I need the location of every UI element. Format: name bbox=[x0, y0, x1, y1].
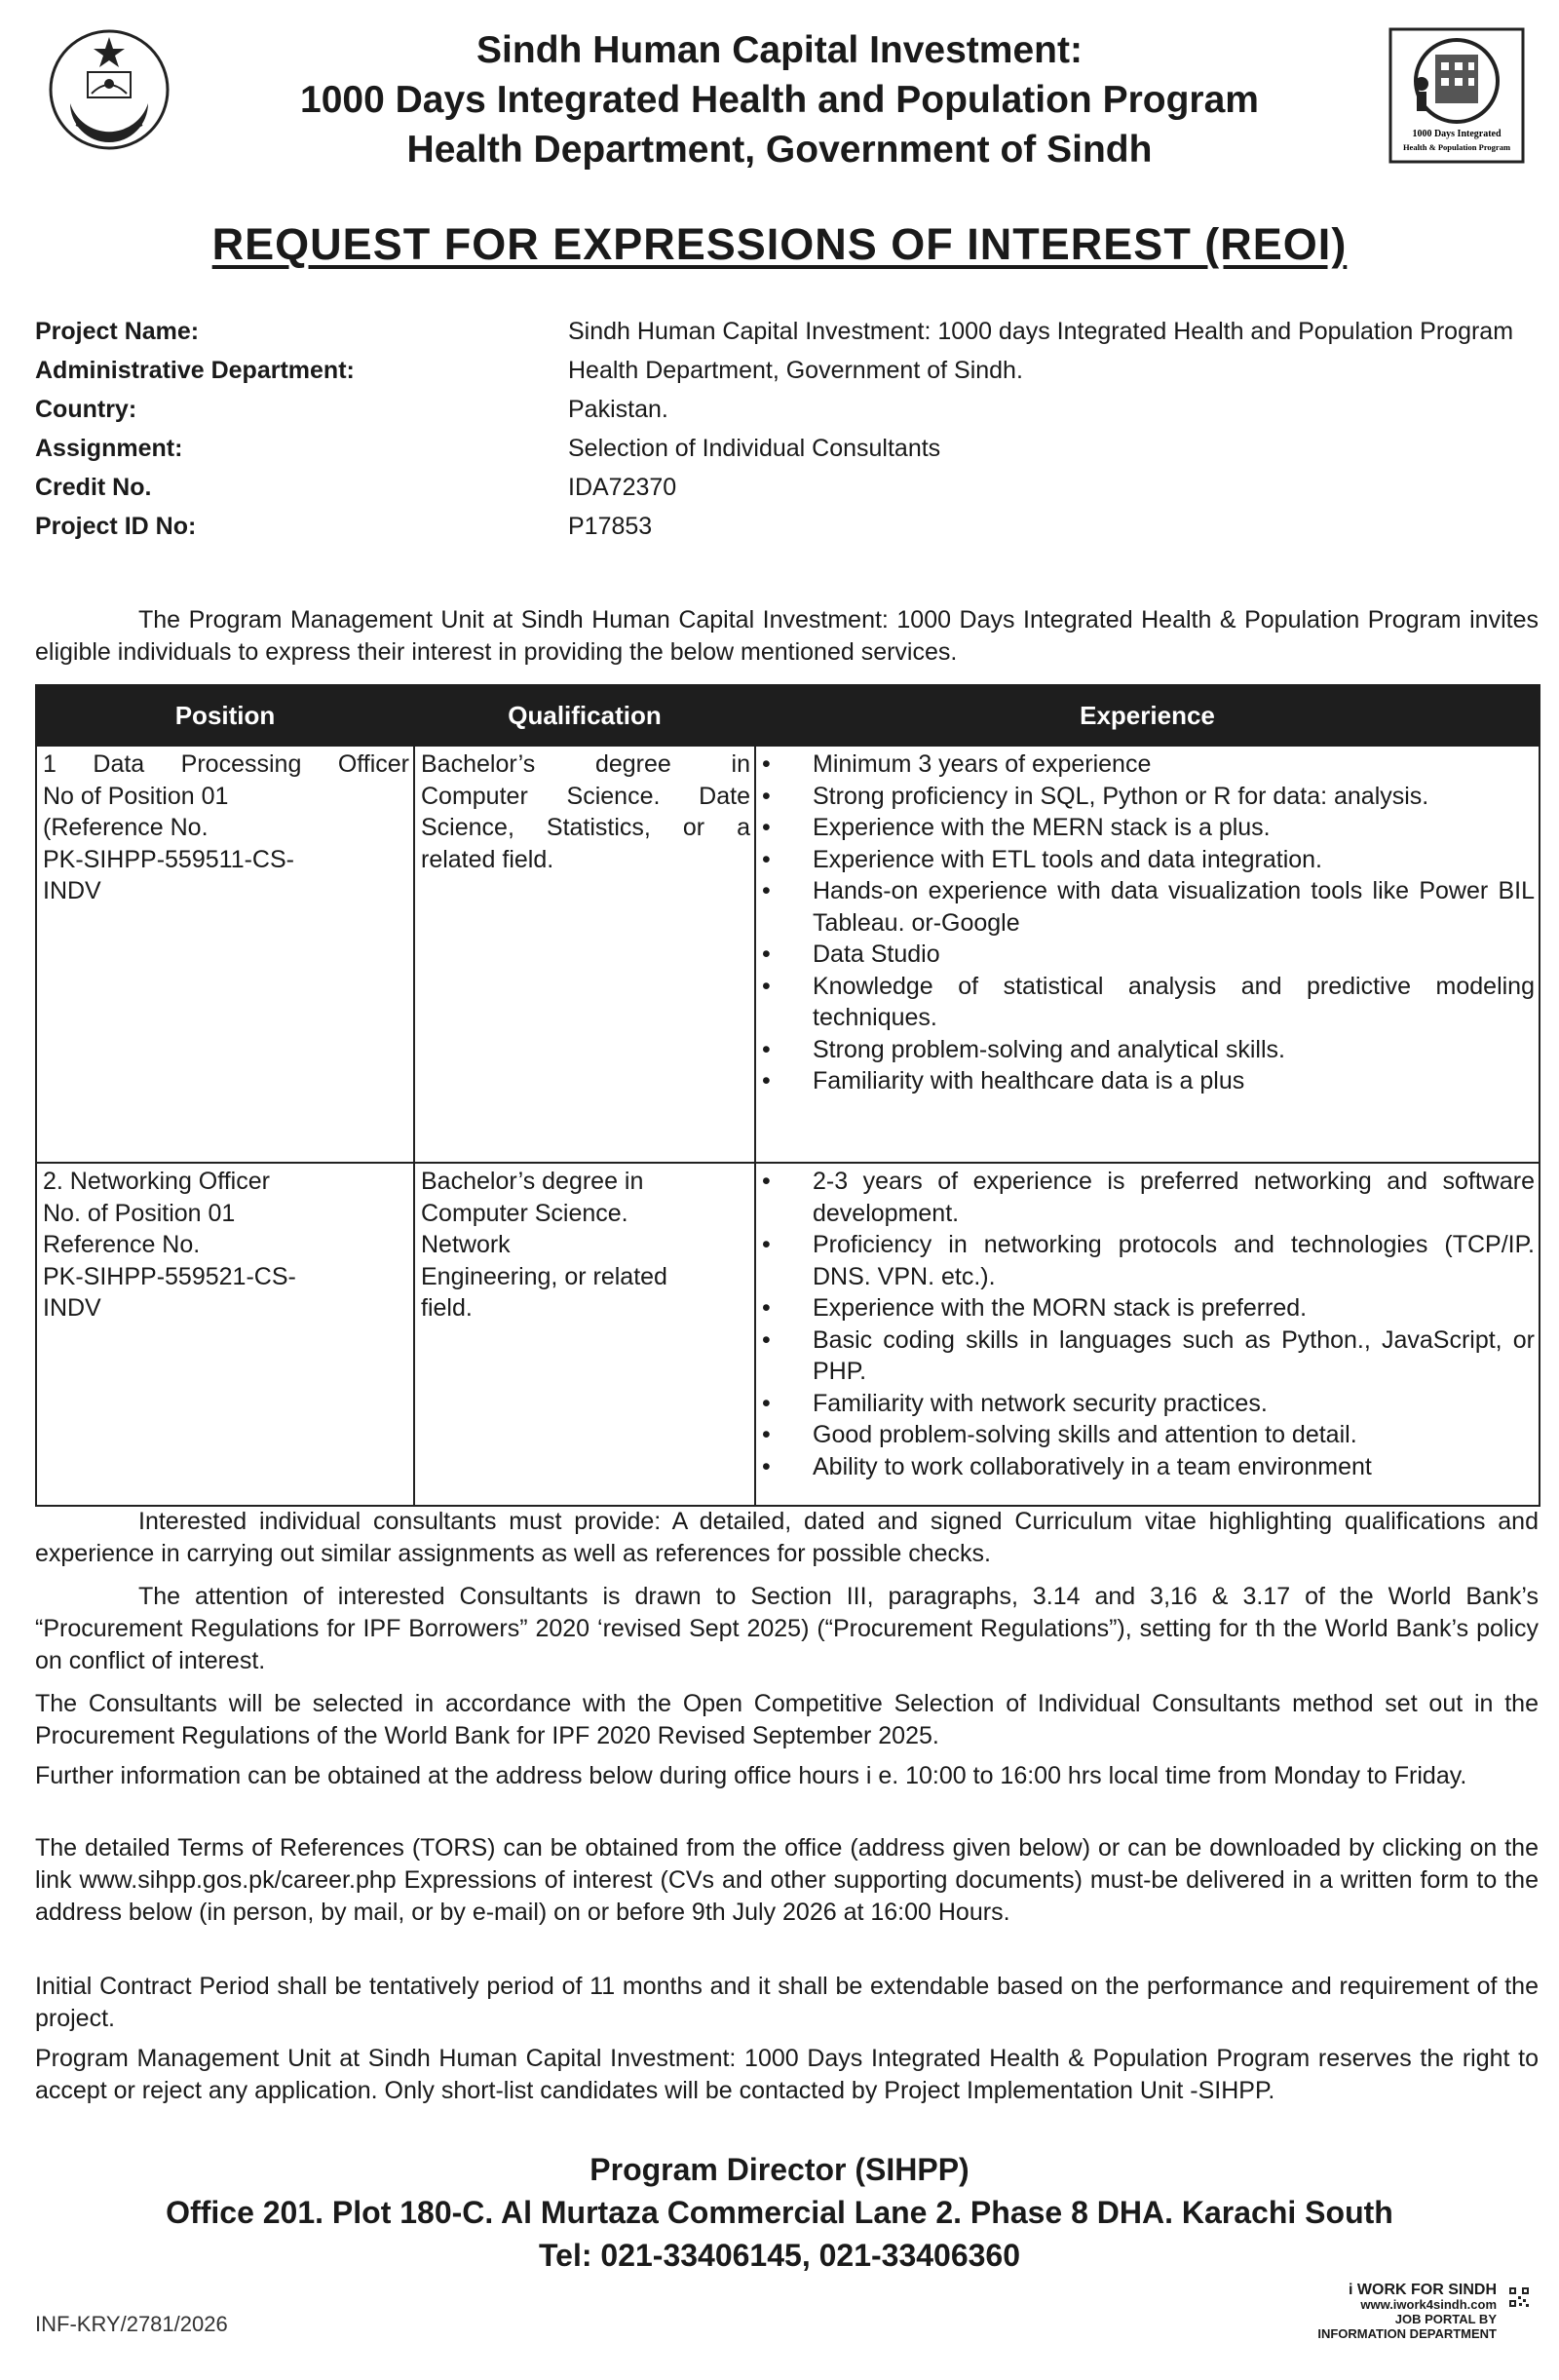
table-row bbox=[36, 746, 1540, 1163]
list-item: • Experience with the MORN stack is preferred. bbox=[762, 1292, 1535, 1324]
list-item: • Experience with ETL tools and data integration. bbox=[762, 844, 1535, 876]
list-item: • Minimum 3 years of experience bbox=[762, 749, 1535, 781]
ad-reference-number: INF-KRY/2781/2026 bbox=[35, 2312, 228, 2336]
position-line: INDV bbox=[43, 1294, 101, 1322]
paragraph-office-hours: Further information can be obtained at the address below during office hours i e. 10:00 to 16:00 hrs local time from Monday to Friday. bbox=[35, 1762, 1467, 1789]
list-item: • Ability to work collaboratively in a team environment bbox=[762, 1451, 1535, 1483]
qualification-line: Network bbox=[421, 1231, 511, 1258]
header-line-2: 1000 Days Integrated Health and Population Program bbox=[300, 79, 1259, 121]
list-item: • Hands-on experience with data visualization tools like Power BIL Tableau. or-Google bbox=[762, 875, 1535, 939]
program-logo-icon bbox=[1388, 27, 1525, 164]
qualification-line: field. bbox=[421, 1294, 473, 1322]
info-label: Project Name: bbox=[35, 318, 200, 345]
header-line-1: Sindh Human Capital Investment: bbox=[476, 29, 1083, 71]
position-line: (Reference No. bbox=[43, 814, 209, 841]
qualification-line: Computer Science. bbox=[421, 1199, 628, 1227]
qr-code-icon bbox=[1508, 2286, 1530, 2308]
column-header-position: Position bbox=[36, 685, 414, 746]
list-item: • Data Studio bbox=[762, 939, 1535, 971]
list-item: • Strong problem-solving and analytical skills. bbox=[762, 1034, 1535, 1066]
column-header-experience: Experience bbox=[755, 685, 1540, 746]
header-block bbox=[185, 25, 1374, 174]
government-of-sindh-emblem-icon bbox=[47, 27, 171, 152]
page-title: REQUEST FOR EXPRESSIONS OF INTEREST (REOI) bbox=[211, 219, 1348, 269]
paragraph-selection-method: The Consultants will be selected in accordance with the Open Competitive Selection of Individual Consultants method set out in the Procurement Regulations of the World Bank for IPF 2020 Revised September 2025. bbox=[35, 1690, 1539, 1749]
list-item: • Familiarity with network security practices. bbox=[762, 1388, 1535, 1420]
table-row bbox=[36, 1163, 1540, 1506]
list-item: • Strong proficiency in SQL, Python or R for data: analysis. bbox=[762, 781, 1535, 813]
list-item: • Basic coding skills in languages such as Python., JavaScript, or PHP. bbox=[762, 1324, 1535, 1388]
info-row-administrative-department bbox=[35, 356, 1536, 386]
project-info bbox=[35, 317, 1536, 551]
info-label: Administrative Department: bbox=[35, 357, 355, 384]
info-value: P17853 bbox=[568, 513, 653, 540]
list-item: • Experience with the MERN stack is a plus. bbox=[762, 812, 1535, 844]
portal-url: www.iwork4sindh.com bbox=[1360, 2297, 1497, 2312]
experience-cell bbox=[755, 1163, 1540, 1506]
info-row-project-id bbox=[35, 512, 1536, 542]
list-item: • Knowledge of statistical analysis and predictive modeling techniques. bbox=[762, 971, 1535, 1034]
table-header-row bbox=[36, 685, 1540, 746]
info-label: Assignment: bbox=[35, 435, 183, 462]
intro-paragraph: The Program Management Unit at Sindh Human Capital Investment: 1000 Days Integrated Health & Population Program invites eligible individuals to express their interest in providing the below mentioned services. bbox=[35, 606, 1539, 666]
experience-list bbox=[762, 749, 1535, 1097]
portal-title: i WORK FOR SINDH bbox=[1349, 2282, 1497, 2298]
info-value: Health Department, Government of Sindh. bbox=[568, 357, 1023, 384]
header-line-3: Health Department, Government of Sindh bbox=[406, 129, 1153, 171]
list-item: • 2-3 years of experience is preferred networking and software development. bbox=[762, 1166, 1535, 1229]
qualification-cell bbox=[414, 746, 755, 1163]
paragraph-requirements: Interested individual consultants must provide: A detailed, dated and signed Curriculum vitae highlighting qualifications and experience in carrying out similar assignments as well as references for possible checks. bbox=[35, 1508, 1539, 1567]
experience-list bbox=[762, 1166, 1535, 1482]
info-label: Country: bbox=[35, 396, 137, 423]
svg-text:1000 Days Integrated: 1000 Days Integrated bbox=[1412, 129, 1502, 139]
info-row-credit-no bbox=[35, 473, 1536, 503]
paragraph-rights-reserved: Program Management Unit at Sindh Human Capital Investment: 1000 Days Integrated Health & Population Program reserves the right to accept or reject any application. Only short-list candidates will be contacted by Project Implementation Unit -SIHPP. bbox=[35, 2045, 1539, 2104]
telephone-numbers: Tel: 021-33406145, 021-33406360 bbox=[538, 2238, 1021, 2273]
info-label: Credit No. bbox=[35, 474, 152, 501]
position-line: 2. Networking Officer bbox=[43, 1168, 270, 1195]
position-line: PK-SIHPP-559521-CS- bbox=[43, 1262, 296, 1290]
program-director-title: Program Director (SIHPP) bbox=[589, 2152, 970, 2187]
info-value: IDA72370 bbox=[568, 474, 677, 501]
positions-table bbox=[35, 684, 1540, 1507]
info-row-project-name bbox=[35, 317, 1536, 347]
paragraph-tors: The detailed Terms of References (TORS) can be obtained from the office (address given below) or can be downloaded by clicking on the link www.sihpp.gos.pk/career.php Expressions of interest (CVs and other supporting documents) must-be delivered in a written form to the address below (in person, by mail, or by e-mail) on or before 9th July 2026 at 16:00 Hours. bbox=[35, 1834, 1539, 1926]
position-line: 1 Data Processing Officer bbox=[43, 750, 409, 778]
position-line: Reference No. bbox=[43, 1231, 201, 1258]
portal-line-2: INFORMATION DEPARTMENT bbox=[1317, 2326, 1497, 2341]
qualification-text: Bachelor’s degree in Computer Science. Date Science, Statistics, or a related field. bbox=[421, 750, 750, 873]
svg-text:Health & Population Program: Health & Population Program bbox=[1402, 142, 1511, 152]
info-value: Selection of Individual Consultants bbox=[568, 435, 941, 462]
position-line: PK-SIHPP-559511-CS- bbox=[43, 845, 294, 873]
job-portal-badge bbox=[1304, 2283, 1528, 2341]
portal-line-1: JOB PORTAL BY bbox=[1394, 2312, 1497, 2326]
column-header-qualification: Qualification bbox=[414, 685, 755, 746]
position-cell bbox=[36, 746, 414, 1163]
qualification-line: Bachelor’s degree in bbox=[421, 1168, 644, 1195]
paragraph-conflict-of-interest: The attention of interested Consultants is drawn to Section III, paragraphs, 3.14 and 3,16 & 3.17 of the World Bank’s “Procurement Regulations for IPF Borrowers” 2020 ‘revised Sept 2025) (“Procurement Regulations”), setting for th the World Bank’s policy on conflict of interest. bbox=[35, 1583, 1539, 1674]
position-cell bbox=[36, 1163, 414, 1506]
list-item: • Familiarity with healthcare data is a plus bbox=[762, 1065, 1535, 1097]
info-row-assignment bbox=[35, 434, 1536, 464]
experience-cell bbox=[755, 746, 1540, 1163]
qualification-cell bbox=[414, 1163, 755, 1506]
paragraph-contract-period: Initial Contract Period shall be tentatively period of 11 months and it shall be extendable based on the performance and requirement of the project. bbox=[35, 1973, 1539, 2032]
info-row-country bbox=[35, 395, 1536, 425]
position-line: No. of Position 01 bbox=[43, 1199, 236, 1227]
office-address: Office 201. Plot 180-C. Al Murtaza Commercial Lane 2. Phase 8 DHA. Karachi South bbox=[166, 2195, 1393, 2230]
position-line: INDV bbox=[43, 877, 101, 904]
list-item: • Good problem-solving skills and attention to detail. bbox=[762, 1419, 1535, 1451]
list-item: • Proficiency in networking protocols and technologies (TCP/IP. DNS. VPN. etc.). bbox=[762, 1229, 1535, 1292]
qualification-line: Engineering, or related bbox=[421, 1262, 667, 1290]
info-label: Project ID No: bbox=[35, 513, 197, 540]
position-line: No of Position 01 bbox=[43, 782, 229, 810]
info-value: Sindh Human Capital Investment: 1000 days Integrated Health and Population Program bbox=[568, 318, 1514, 345]
info-value: Pakistan. bbox=[568, 396, 668, 423]
